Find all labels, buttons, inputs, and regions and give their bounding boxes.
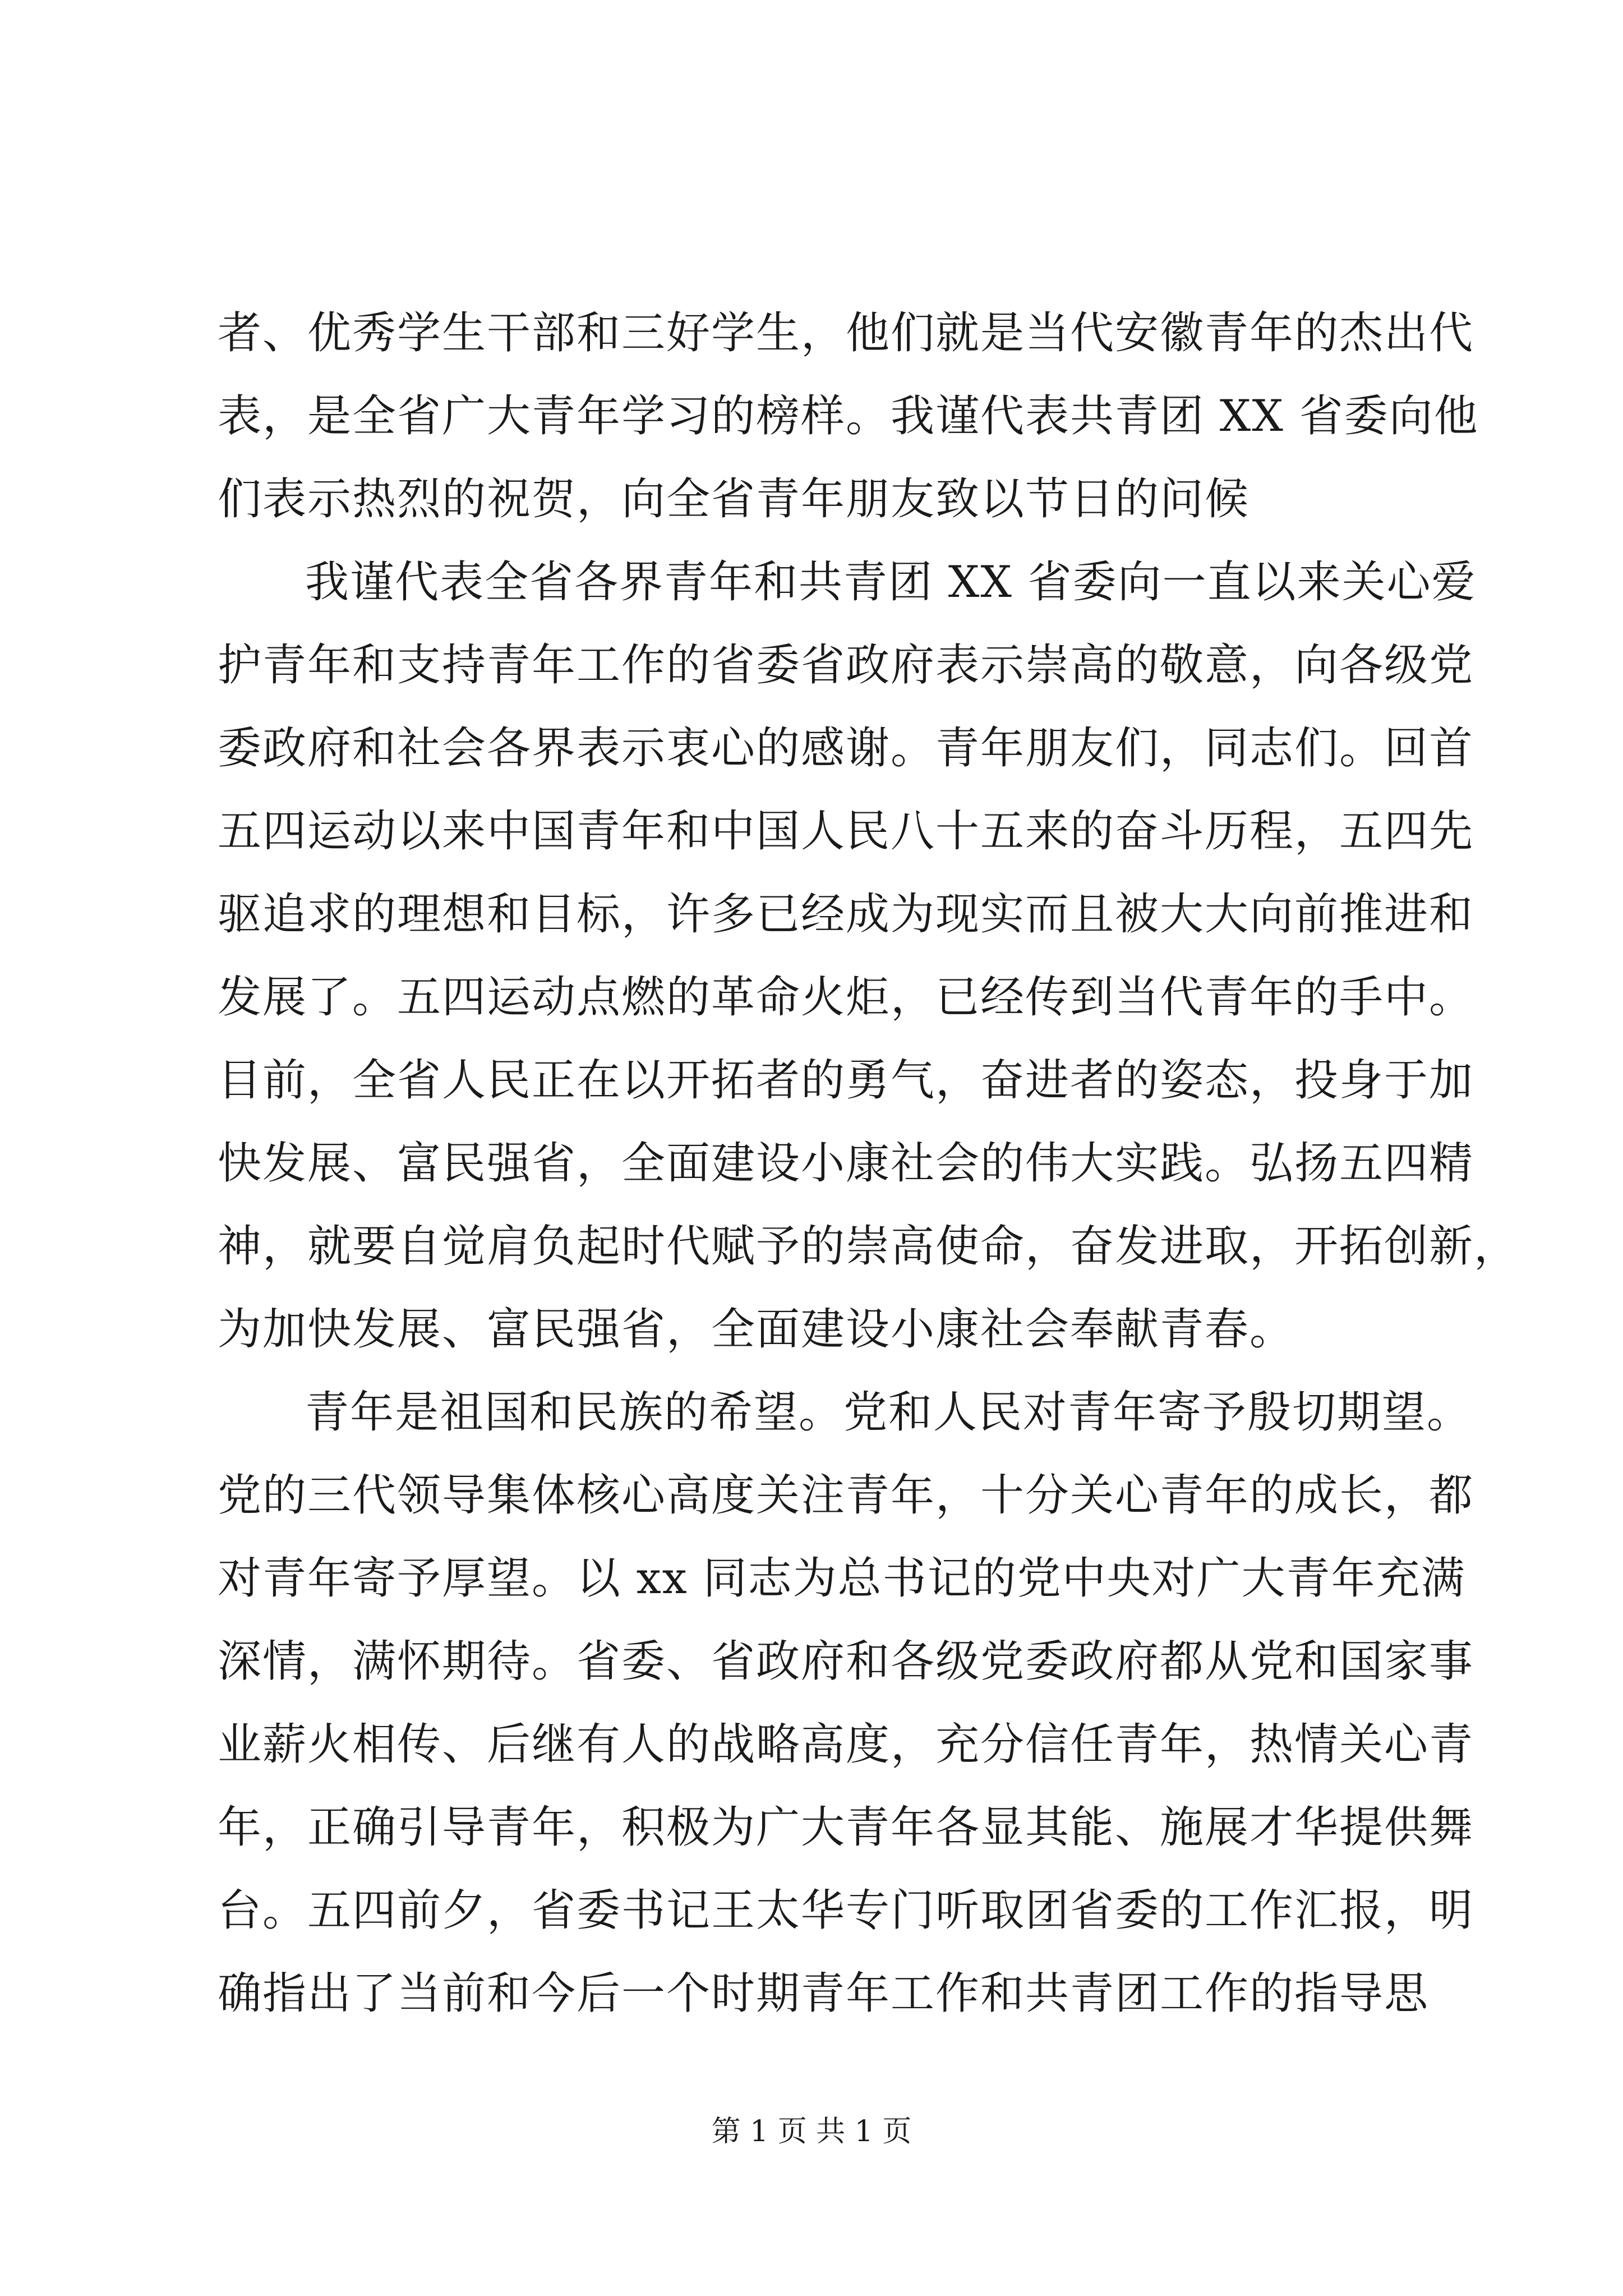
text-line: 深情，满怀期待。省委、省政府和各级党委政府都从党和国家事	[218, 1636, 1474, 1687]
document-body	[218, 292, 1519, 2035]
text-line: 护青年和支持青年工作的省委省政府表示崇高的敬意，向各级党	[218, 640, 1474, 691]
text-line: 对青年寄予厚望。以 xx 同志为总书记的党中央对广大青年充满	[218, 1553, 1466, 1604]
text-line: 驱追求的理想和目标，许多已经成为现实而且被大大向前推进和	[218, 889, 1474, 940]
text-line: 五四运动以来中国青年和中国人民八十五来的奋斗历程，五四先	[218, 806, 1474, 857]
text-line: 们表示热烈的祝贺，向全省青年朋友致以节日的问候	[218, 474, 1250, 524]
text-line: 委政府和社会各界表示衷心的感谢。青年朋友们，同志们。回首	[218, 723, 1474, 774]
paragraph-first-line: 青年是祖国和民族的希望。党和人民对青年寄予殷切期望。	[305, 1387, 1472, 1438]
page-number-footer: 第 1 页 共 1 页	[711, 2115, 912, 2148]
text-line: 业薪火相传、后继有人的战略高度，充分信任青年，热情关心青	[218, 1719, 1474, 1770]
text-line: 年，正确引导青年，积极为广大青年各显其能、施展才华提供舞	[218, 1802, 1474, 1853]
text-line: 表，是全省广大青年学习的榜样。我谨代表共青团 XX 省委向他	[218, 391, 1479, 441]
text-line: 台。五四前夕，省委书记王太华专门听取团省委的工作汇报，明	[218, 1885, 1474, 1936]
text-line: 目前，全省人民正在以开拓者的勇气，奋进者的姿态，投身于加	[218, 1055, 1474, 1106]
text-line: 快发展、富民强省，全面建设小康社会的伟大实践。弘扬五四精	[218, 1138, 1474, 1189]
text-line: 为加快发展、富民强省，全面建设小康社会奉献青春。	[218, 1304, 1295, 1355]
paragraph-first-line: 我谨代表全省各界青年和共青团 XX 省委向一直以来关心爱	[305, 557, 1477, 608]
text-line: 者、优秀学生干部和三好学生，他们就是当代安徽青年的杰出代	[218, 308, 1474, 358]
text-line: 发展了。五四运动点燃的革命火炬，已经传到当代青年的手中。	[218, 972, 1474, 1023]
text-line: 确指出了当前和今后一个时期青年工作和共青团工作的指导思	[218, 1968, 1430, 2019]
text-line: 党的三代领导集体核心高度关注青年，十分关心青年的成长，都	[218, 1470, 1474, 1521]
text-line: 神，就要自觉肩负起时代赋予的崇高使命，奋发进取，开拓创新，	[218, 1221, 1519, 1272]
